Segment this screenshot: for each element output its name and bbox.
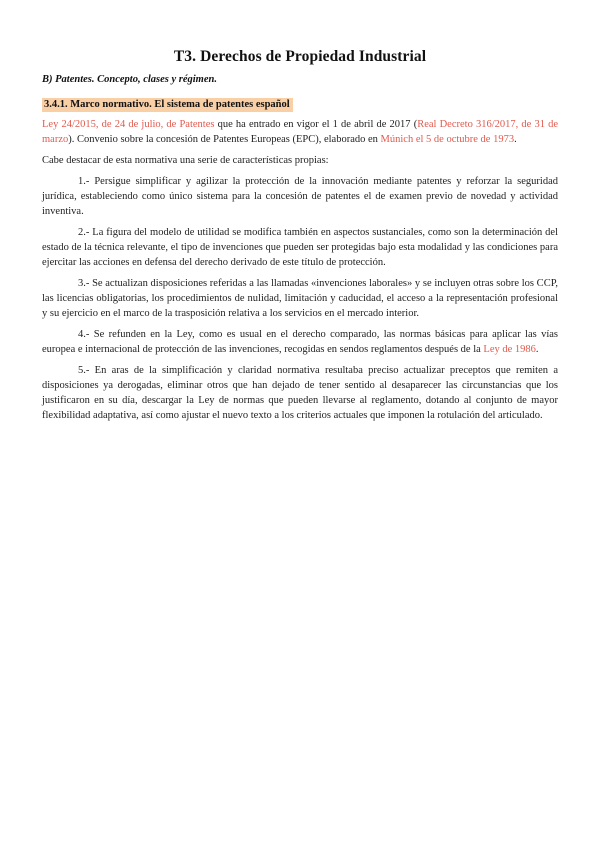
item4-text: 4.- Se refunden en la Ley, como es usual en el derecho comparado, las normas básicas para aplicar las vías europea e internacional de protección de las invenciones, recogidas en sendos reglamentos después de la (42, 329, 558, 355)
page-title: T3. Derechos de Propiedad Industrial (173, 48, 427, 65)
ley-patentes-link[interactable]: Ley 24/2015, de 24 de julio, de Patentes (42, 119, 215, 130)
intro-text-3: . (514, 134, 517, 145)
intro-text-1: que ha entrado en vigor el 1 de abril de 2017 ( (214, 119, 418, 130)
ley-1986-link[interactable]: Ley de 1986 (483, 344, 536, 355)
intro-paragraph (42, 117, 558, 147)
lead-paragraph: Cabe destacar de esta normativa una serie de características propias: (42, 155, 329, 166)
list-item: 1.- Persigue simplificar y agilizar la protección de la innovación mediante patentes y reforzar la seguridad jurídica, estableciendo como único sistema para la concesión de patentes el de examen previo de novedad y actividad inventiva. (42, 176, 558, 217)
document-page (42, 48, 558, 429)
list-item: 2.- La figura del modelo de utilidad se modifica también en aspectos sustanciales, como son la determinación del estado de la técnica relevante, el tipo de invenciones que pueden ser protegidas bajo esta modalidad y las condiciones para ejercitar las acciones en defensa del derecho derivado de este título de protección. (42, 227, 558, 268)
real-decreto-link[interactable]: Real Decreto 316/2017, de 31 de marzo (42, 119, 558, 145)
list-item: 3.- Se actualizan disposiciones referidas a las llamadas «invenciones laborales» y se incluyen otras sobre los CCP, las licencias obligatorias, los procedimientos de nulidad, limitación y caducidad, el acceso a la representación profesional y su ejercicio en el marco de la trasposición relativa a los servicios en el mercado interior. (42, 278, 558, 319)
intro-text-2: ). Convenio sobre la concesión de Patentes Europeas (EPC), elaborado en (68, 134, 381, 145)
section-heading: 3.4.1. Marco normativo. El sistema de patentes español (42, 98, 293, 112)
subsection-title: B) Patentes. Concepto, clases y régimen. (42, 74, 217, 85)
item4-end: . (535, 344, 539, 355)
munich-link[interactable]: Múnich el 5 de octubre de 1973 (380, 134, 515, 145)
list-item: 5.- En aras de la simplificación y claridad normativa resultaba preciso actualizar preceptos que remiten a disposiciones ya derogadas, eliminar otros que han dejado de tener sentido al desaparecer las circunstancias que los justificaron en su día, descargar la Ley de normas que pueden llevarse al reglamento, dotando al conjunto de mayor flexibilidad adaptativa, así como ajustar el nuevo texto a los criterios actuales que imponen la rotulación del articulado. (42, 365, 558, 421)
list-item (42, 327, 558, 357)
